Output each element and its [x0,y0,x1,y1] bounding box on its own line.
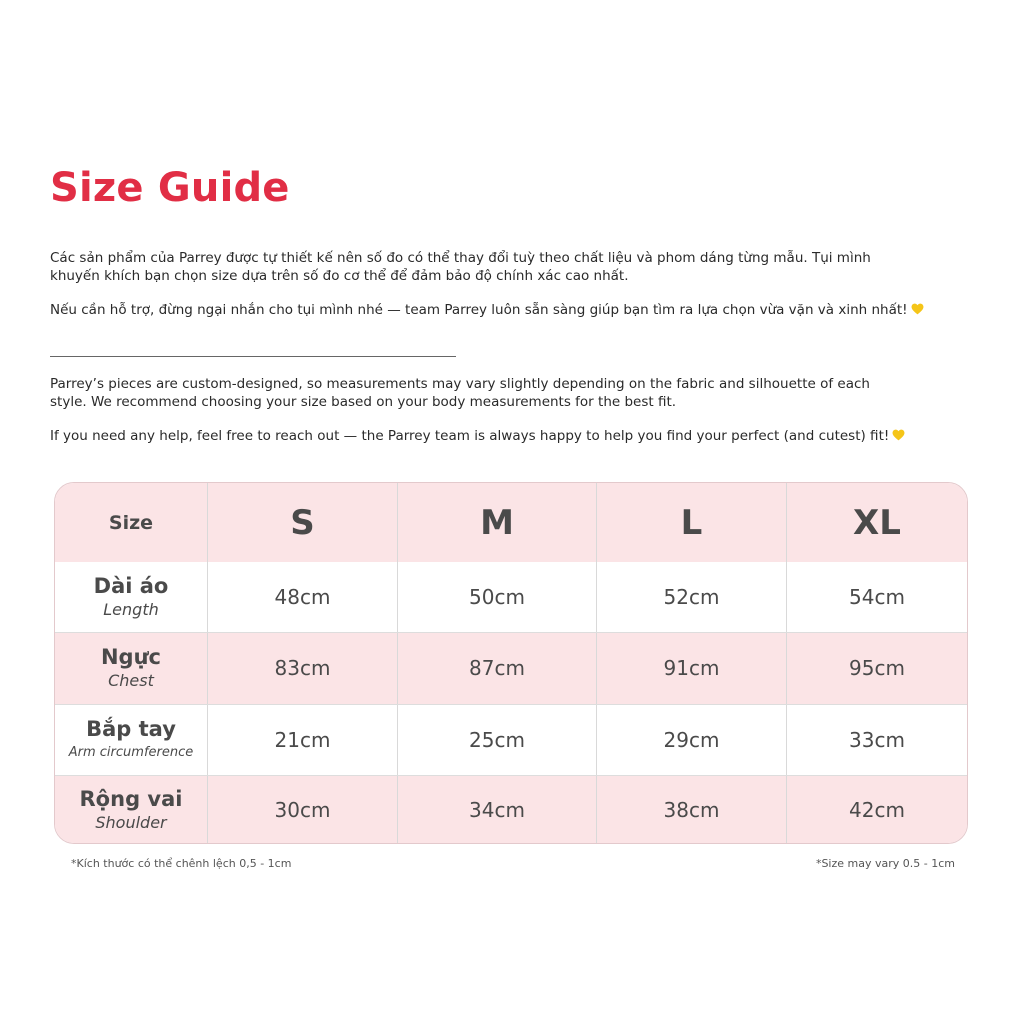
vi-intro-line-1: Các sản phẩm của Parrey được tự thiết kế nên số đo có thể thay đổi tuỳ theo chất liệu và phom dáng từng mẫu. Tụi mình [50,250,871,266]
size-m-heading: M [480,502,514,543]
size-l-heading: L [680,502,703,543]
value-cell [208,562,398,632]
value-cell [398,775,597,844]
row-divider [55,775,967,776]
chest-s-value: 83cm [274,656,331,680]
row-label: Ngực [100,645,161,669]
vi-intro-line-2: khuyến khích bạn chọn size dựa trên số đo cơ thể để đảm bảo độ chính xác cao nhất. [50,268,629,284]
en-intro-line-2: style. We recommend choosing your size based on your body measurements for the best fit. [50,394,677,410]
chest-l-value: 91cm [663,656,720,680]
value-cell [398,632,597,704]
size-xl-heading: XL [853,502,901,543]
vi-intro-paragraph [50,249,990,285]
value-cell [597,775,787,844]
value-cell [597,632,787,704]
arm-m-value: 25cm [469,727,525,752]
size-table-header-row [55,483,967,562]
header-size-xl-cell [787,483,967,562]
value-cell [398,562,597,632]
table-row-length [55,562,967,632]
length-xl-value: 54cm [849,585,905,609]
header-size-s-cell [208,483,398,562]
row-label: Rộng vai [79,787,183,811]
row-sublabel: Arm circumference [68,744,194,760]
arm-l-value: 29cm [663,727,720,752]
row-sublabel: Length [103,600,159,619]
vi-help-paragraph [50,301,990,319]
en-help-paragraph [50,427,990,445]
value-cell [787,775,967,844]
chest-m-value: 87cm [469,656,525,680]
divider-line [50,356,456,357]
row-divider [55,632,967,633]
en-intro-paragraph [50,375,990,411]
value-cell [208,775,398,844]
value-cell [398,704,597,775]
table-row-chest [55,632,967,704]
row-label: Dài áo [93,574,169,598]
arm-s-value: 21cm [274,727,331,752]
table-row-shoulder [55,775,967,844]
shoulder-s-value: 30cm [274,798,331,822]
shoulder-l-value: 38cm [663,798,720,822]
header-size-label: Size [108,511,154,534]
value-cell [597,704,787,775]
value-cell [208,704,398,775]
size-table [54,482,968,844]
yellow-heart-icon [892,429,905,441]
row-label-cell [55,562,208,632]
shoulder-m-value: 34cm [469,798,525,822]
vi-size-note: *Kích thước có thể chênh lệch 0,5 - 1cm [71,857,292,870]
row-sublabel: Shoulder [95,813,167,832]
value-cell [597,562,787,632]
row-label-cell [55,704,208,775]
header-size-l-cell [597,483,787,562]
value-cell [208,632,398,704]
row-label-cell [55,775,208,844]
vi-help-text: Nếu cần hỗ trợ, đừng ngại nhắn cho tụi mình nhé — team Parrey luôn sẵn sàng giúp bạn tìm ra lựa chọn vừa vặn và xinh nhất! [50,302,908,318]
arm-xl-value: 33cm [849,727,905,752]
length-s-value: 48cm [274,585,331,609]
shoulder-xl-value: 42cm [849,798,905,822]
header-size-m-cell [398,483,597,562]
row-sublabel: Chest [108,671,154,690]
size-s-heading: S [290,502,315,543]
page-title: Size Guide [50,165,290,211]
length-l-value: 52cm [663,585,720,609]
value-cell [787,704,967,775]
chest-xl-value: 95cm [849,656,905,680]
value-cell [787,632,967,704]
row-label: Bắp tay [86,716,176,741]
en-help-text: If you need any help, feel free to reach out — the Parrey team is always happy to help you find your perfect (and cutest) fit! [50,428,890,444]
value-cell [787,562,967,632]
en-intro-line-1: Parrey’s pieces are custom-designed, so measurements may vary slightly depending on the fabric and silhouette of each [50,376,870,392]
table-row-arm [55,704,967,775]
header-label-cell [55,483,208,562]
row-divider [55,704,967,705]
yellow-heart-icon [911,303,924,315]
length-m-value: 50cm [469,585,525,609]
en-size-note: *Size may vary 0.5 - 1cm [815,857,955,870]
row-label-cell [55,632,208,704]
